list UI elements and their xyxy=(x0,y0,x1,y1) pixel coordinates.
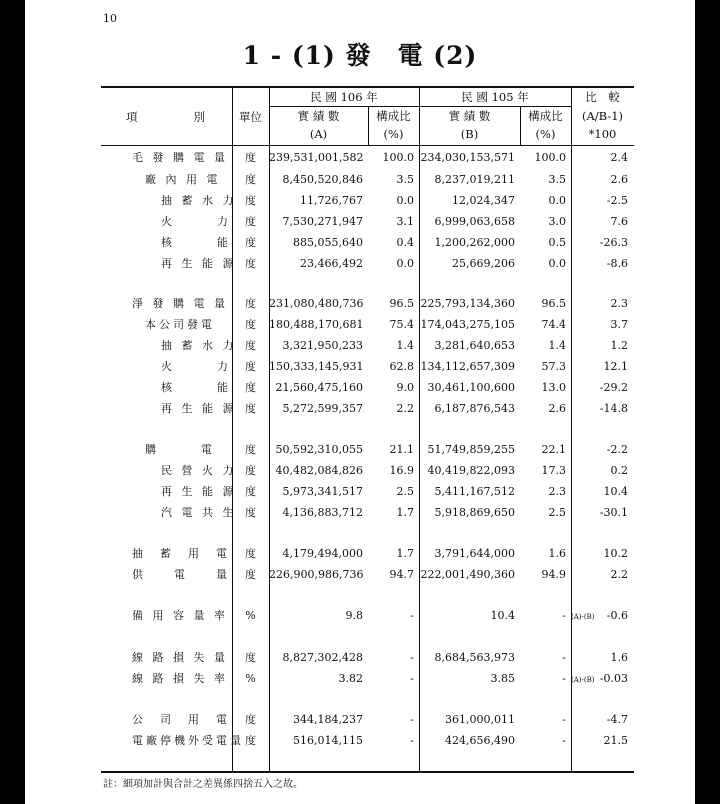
row-actual-b: 8,684,563,973 xyxy=(434,651,515,664)
row-item-label: 毛 發 購 電 量 xyxy=(132,151,228,164)
row-ratio-b: 2.5 xyxy=(548,506,566,519)
row-unit: 度 xyxy=(245,485,256,498)
row-unit: 度 xyxy=(245,547,256,560)
row-ratio-b: 22.1 xyxy=(541,443,566,456)
footnote: 註：細項加計與合計之差異係四捨五入之故。 xyxy=(103,779,303,790)
row-item-label: 公 司 用 電 xyxy=(132,713,230,726)
row-item-label: 火 力 xyxy=(161,360,231,373)
row-actual-a: 4,179,494,000 xyxy=(282,547,363,560)
header-ratio-a-sub: (%) xyxy=(383,127,404,141)
table-top-rule xyxy=(101,86,634,88)
row-actual-b: 10.4 xyxy=(490,609,515,622)
row-ratio-a: - xyxy=(410,713,414,726)
row-actual-b: 424,656,490 xyxy=(445,734,515,747)
row-ratio-b: 100.0 xyxy=(534,151,566,164)
row-ratio-b: - xyxy=(562,734,566,747)
row-compare: 10.2 xyxy=(603,547,628,560)
row-compare: 10.4 xyxy=(603,485,628,498)
row-ratio-b: 17.3 xyxy=(541,464,566,477)
row-actual-a: 5,973,341,517 xyxy=(282,485,363,498)
row-unit: 度 xyxy=(245,506,256,519)
row-ratio-a: 3.5 xyxy=(396,173,414,186)
row-ratio-a: - xyxy=(410,651,414,664)
row-item-label: 抽 蓄 水 力 xyxy=(161,194,237,207)
row-compare: -26.3 xyxy=(599,236,628,249)
row-item-label: 供 電 量 xyxy=(132,568,230,581)
table-bottom-rule xyxy=(101,771,634,773)
row-compare: -2.2 xyxy=(606,443,628,456)
row-item-label: 汽 電 共 生 xyxy=(161,506,237,519)
row-actual-b: 51,749,859,255 xyxy=(427,443,515,456)
header-unit: 單位 xyxy=(239,110,262,124)
row-actual-b: 174,043,275,105 xyxy=(420,318,515,331)
row-actual-a: 50,592,310,055 xyxy=(275,443,363,456)
row-actual-a: 40,482,084,826 xyxy=(275,464,363,477)
row-item-label: 本公司發電 xyxy=(145,318,215,331)
row-ratio-a: 100.0 xyxy=(382,151,414,164)
row-actual-b: 30,461,100,600 xyxy=(427,381,515,394)
row-ratio-b: 0.5 xyxy=(548,236,566,249)
row-actual-a: 5,272,599,357 xyxy=(282,402,363,415)
row-item-label: 再 生 能 源 xyxy=(161,257,237,270)
row-item-label: 再 生 能 源 xyxy=(161,485,237,498)
row-compare: 1.2 xyxy=(610,339,628,352)
row-item-label: 民 營 火 力 xyxy=(161,464,237,477)
row-unit: 度 xyxy=(245,236,256,249)
row-actual-b: 5,918,869,650 xyxy=(434,506,515,519)
row-ratio-b: - xyxy=(562,672,566,685)
row-compare: 0.2 xyxy=(610,464,628,477)
row-item-label: 核 能 xyxy=(161,381,231,394)
row-compare: 3.7 xyxy=(610,318,628,331)
row-ratio-b: 94.9 xyxy=(541,568,566,581)
row-unit: 度 xyxy=(245,339,256,352)
header-item: 項 別 xyxy=(126,110,207,124)
row-actual-a: 180,488,170,681 xyxy=(269,318,364,331)
row-ratio-b: 0.0 xyxy=(548,194,566,207)
row-ratio-a: 96.5 xyxy=(389,297,414,310)
row-compare: -30.1 xyxy=(599,506,628,519)
row-ratio-a: 9.0 xyxy=(396,381,414,394)
col-divider xyxy=(419,88,420,772)
row-ratio-a: 1.4 xyxy=(396,339,414,352)
row-ratio-b: 57.3 xyxy=(541,360,566,373)
row-compare: 2.6 xyxy=(610,173,628,186)
row-ratio-a: 94.7 xyxy=(389,568,414,581)
row-actual-b: 40,419,822,093 xyxy=(427,464,515,477)
row-item-label: 購 電 xyxy=(145,443,215,456)
col-divider xyxy=(269,88,270,772)
row-ratio-a: - xyxy=(410,734,414,747)
row-actual-a: 150,333,145,931 xyxy=(269,360,364,373)
row-unit: 度 xyxy=(245,297,256,310)
row-unit: 度 xyxy=(245,402,256,415)
row-actual-b: 3,281,640,653 xyxy=(434,339,515,352)
header-compare-multiplier: *100 xyxy=(588,127,617,141)
row-actual-b: 134,112,657,309 xyxy=(420,360,515,373)
header-actual-b-sub: (B) xyxy=(460,127,479,141)
page-title: 1 - (1) 發 電 (2) xyxy=(242,41,478,70)
row-actual-b: 8,237,019,211 xyxy=(434,173,515,186)
row-compare: -0.03 xyxy=(599,672,628,685)
header-year-105: 民 國 105 年 xyxy=(461,90,529,104)
row-ratio-b: - xyxy=(562,609,566,622)
row-actual-a: 8,450,520,846 xyxy=(282,173,363,186)
row-ratio-a: 62.8 xyxy=(389,360,414,373)
row-actual-b: 12,024,347 xyxy=(452,194,515,207)
row-item-label: 核 能 xyxy=(161,236,231,249)
row-unit: 度 xyxy=(245,360,256,373)
row-item-label: 再 生 能 源 xyxy=(161,402,237,415)
row-ratio-b: - xyxy=(562,713,566,726)
row-actual-b: 3.85 xyxy=(490,672,515,685)
row-actual-a: 23,466,492 xyxy=(300,257,363,270)
row-actual-b: 234,030,153,571 xyxy=(420,151,515,164)
row-compare: 12.1 xyxy=(603,360,628,373)
row-actual-a: 21,560,475,160 xyxy=(275,381,363,394)
row-ratio-a: 1.7 xyxy=(396,547,414,560)
row-compare: 7.6 xyxy=(610,215,628,228)
row-unit: 度 xyxy=(245,651,256,664)
row-item-label: 備 用 容 量 率 xyxy=(132,609,228,622)
row-actual-b: 25,669,206 xyxy=(452,257,515,270)
row-compare: -29.2 xyxy=(599,381,628,394)
row-actual-a: 516,014,115 xyxy=(293,734,363,747)
row-ratio-a: 0.0 xyxy=(396,194,414,207)
row-actual-a: 7,530,271,947 xyxy=(282,215,363,228)
row-unit: 度 xyxy=(245,318,256,331)
row-compare-note: (A)-(B) xyxy=(571,613,595,621)
row-item-label: 抽 蓄 用 電 xyxy=(132,547,230,560)
header-actual-b: 實 績 數 xyxy=(448,109,491,123)
row-item-label: 抽 蓄 水 力 xyxy=(161,339,237,352)
row-ratio-a: 16.9 xyxy=(389,464,414,477)
row-item-label: 火 力 xyxy=(161,215,231,228)
row-compare: -4.7 xyxy=(606,713,628,726)
row-ratio-a: 2.5 xyxy=(396,485,414,498)
row-unit: 度 xyxy=(245,464,256,477)
page-number: 10 xyxy=(103,12,117,25)
row-actual-b: 3,791,644,000 xyxy=(434,547,515,560)
row-item-label: 線 路 損 失 率 xyxy=(132,672,228,685)
year-rule xyxy=(269,106,571,107)
row-compare: 21.5 xyxy=(603,734,628,747)
row-actual-a: 226,900,986,736 xyxy=(269,568,364,581)
row-actual-a: 4,136,883,712 xyxy=(282,506,363,519)
row-ratio-b: - xyxy=(562,651,566,664)
header-ratio-a: 構成比 xyxy=(376,109,411,123)
row-ratio-a: 21.1 xyxy=(389,443,414,456)
row-actual-a: 344,184,237 xyxy=(293,713,363,726)
row-ratio-a: 2.2 xyxy=(396,402,414,415)
row-compare: 2.4 xyxy=(610,151,628,164)
row-item-label: 電廠停機外受電量 xyxy=(132,734,244,747)
row-compare: -14.8 xyxy=(599,402,628,415)
row-unit: 度 xyxy=(245,443,256,456)
row-actual-a: 3,321,950,233 xyxy=(282,339,363,352)
header-compare-formula: (A/B-1) xyxy=(581,109,624,123)
row-unit: 度 xyxy=(245,194,256,207)
row-unit: 度 xyxy=(245,151,256,164)
row-actual-a: 885,055,640 xyxy=(293,236,363,249)
col-divider xyxy=(232,88,233,772)
row-compare: -0.6 xyxy=(606,609,628,622)
row-actual-b: 225,793,134,360 xyxy=(420,297,515,310)
row-ratio-b: 2.3 xyxy=(548,485,566,498)
row-ratio-a: 3.1 xyxy=(396,215,414,228)
row-compare: 2.3 xyxy=(610,297,628,310)
row-actual-a: 8,827,302,428 xyxy=(282,651,363,664)
row-unit: % xyxy=(245,609,256,622)
row-actual-a: 9.8 xyxy=(345,609,363,622)
row-ratio-b: 1.4 xyxy=(548,339,566,352)
row-unit: 度 xyxy=(245,381,256,394)
row-ratio-b: 96.5 xyxy=(541,297,566,310)
row-unit: 度 xyxy=(245,173,256,186)
row-ratio-b: 2.6 xyxy=(548,402,566,415)
row-actual-a: 3.82 xyxy=(338,672,363,685)
row-ratio-a: 75.4 xyxy=(389,318,414,331)
header-year-106: 民 國 106 年 xyxy=(310,90,378,104)
header-ratio-b-sub: (%) xyxy=(535,127,556,141)
row-actual-b: 222,001,490,360 xyxy=(420,568,515,581)
row-actual-b: 1,200,262,000 xyxy=(434,236,515,249)
header-actual-a-sub: (A) xyxy=(309,127,328,141)
row-actual-a: 231,080,480,736 xyxy=(269,297,364,310)
row-ratio-b: 3.0 xyxy=(548,215,566,228)
row-ratio-b: 74.4 xyxy=(541,318,566,331)
row-item-label: 線 路 損 失 量 xyxy=(132,651,228,664)
row-unit: 度 xyxy=(245,713,256,726)
row-unit: 度 xyxy=(245,215,256,228)
header-bottom-rule xyxy=(101,145,634,146)
header-actual-a: 實 績 數 xyxy=(297,109,340,123)
row-compare: 1.6 xyxy=(610,651,628,664)
row-compare: 2.2 xyxy=(610,568,628,581)
row-unit: 度 xyxy=(245,734,256,747)
row-ratio-a: - xyxy=(410,609,414,622)
row-actual-b: 6,187,876,543 xyxy=(434,402,515,415)
row-actual-b: 361,000,011 xyxy=(445,713,515,726)
header-ratio-b: 構成比 xyxy=(528,109,563,123)
row-ratio-b: 3.5 xyxy=(548,173,566,186)
row-actual-a: 11,726,767 xyxy=(300,194,363,207)
header-compare: 比 較 xyxy=(585,90,620,104)
row-ratio-a: 0.4 xyxy=(396,236,414,249)
document-page xyxy=(25,0,695,804)
row-compare-note: (A)-(B) xyxy=(571,676,595,684)
row-compare: -8.6 xyxy=(606,257,628,270)
row-unit: 度 xyxy=(245,257,256,270)
row-ratio-b: 1.6 xyxy=(548,547,566,560)
row-item-label: 淨 發 購 電 量 xyxy=(132,297,228,310)
row-actual-a: 239,531,001,582 xyxy=(269,151,364,164)
col-divider xyxy=(571,88,572,772)
row-ratio-b: 13.0 xyxy=(541,381,566,394)
row-actual-b: 5,411,167,512 xyxy=(434,485,515,498)
row-unit: % xyxy=(245,672,256,685)
row-ratio-a: 0.0 xyxy=(396,257,414,270)
row-ratio-a: - xyxy=(410,672,414,685)
row-actual-b: 6,999,063,658 xyxy=(434,215,515,228)
row-unit: 度 xyxy=(245,568,256,581)
row-ratio-b: 0.0 xyxy=(548,257,566,270)
row-ratio-a: 1.7 xyxy=(396,506,414,519)
row-item-label: 廠 內 用 電 xyxy=(145,173,221,186)
row-compare: -2.5 xyxy=(606,194,628,207)
